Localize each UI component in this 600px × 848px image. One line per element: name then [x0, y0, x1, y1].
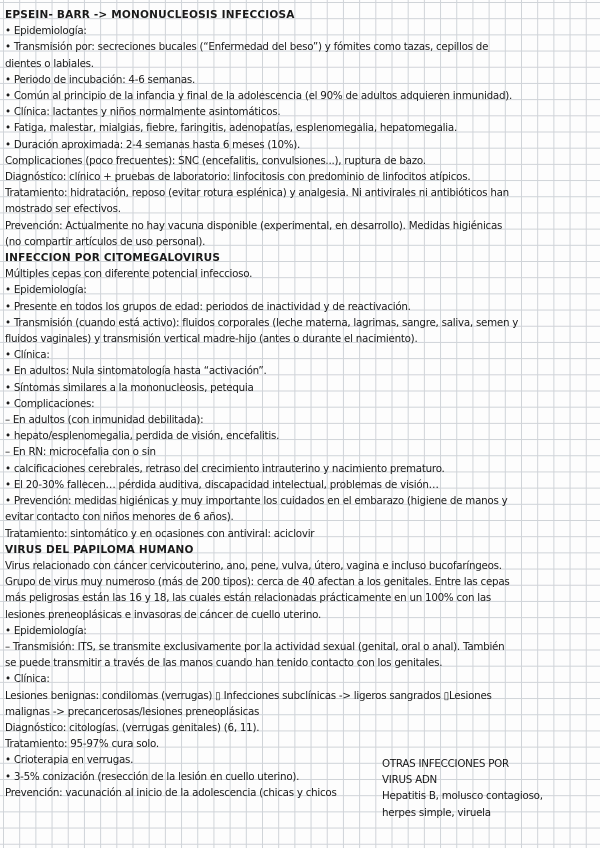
section-title: VIRUS DEL PAPILOMA HUMANO	[5, 543, 194, 556]
note-line: • Presente en todos los grupos de edad: periodos de inactividad y de reactivación.	[5, 300, 411, 313]
note-line: – Transmisión: ITS, se transmite exclusivamente por la actividad sexual (genital, oral o anal). También	[5, 640, 505, 653]
note-line: • Epidemiología:	[5, 25, 87, 38]
note-line: Tratamiento: 95-97% cura solo.	[5, 738, 159, 751]
sidebox-text-line: Hepatitis B, molusco contagioso,	[382, 790, 543, 803]
note-line: se puede transmitir a través de las manos cuando han tenido contacto con los genitales.	[5, 657, 443, 670]
note-line: • En adultos: Nula sintomatología hasta “activación”.	[5, 365, 267, 378]
note-line: • Clínica: lactantes y niños normalmente asintomáticos.	[5, 106, 281, 119]
note-line: • Epidemiología:	[5, 624, 87, 637]
note-line: Grupo de virus muy numeroso (más de 200 tipos): cerca de 40 afectan a los genitales. Entre las cepas	[5, 576, 510, 589]
note-line: malignas -> precancerosas/lesiones preneoplásicas	[5, 705, 260, 718]
note-line: Tratamiento: sintomático y en ocasiones con antiviral: aciclovir	[5, 527, 315, 540]
note-line: • El 20-30% fallecen… pérdida auditiva, discapacidad intelectual, problemas de visión…	[5, 478, 439, 491]
note-line: • Periodo de incubación: 4-6 semanas.	[5, 73, 196, 86]
sidebox-text-line: herpes simple, viruela	[382, 806, 491, 819]
note-line: evitar contacto con niños menores de 6 años).	[5, 511, 234, 524]
sidebox-other-dna-viruses	[382, 756, 594, 821]
note-line: (no compartir artículos de uso personal).	[5, 235, 206, 248]
note-line: dientes o labiales.	[5, 57, 94, 70]
note-line: Tratamiento: hidratación, reposo (evitar rotura esplénica) y analgesia. Ni antivirales ni antibióticos han	[5, 187, 509, 200]
note-line: • Crioterapia en verrugas.	[5, 754, 134, 767]
note-line: Diagnóstico: clínico + pruebas de laboratorio: linfocitosis con predominio de linfocitos atípicos.	[5, 171, 471, 184]
note-line: • Síntomas similares a la mononucleosis, petequia	[5, 381, 254, 394]
note-line: • Clínica:	[5, 349, 50, 362]
note-line: • Clínica:	[5, 673, 50, 686]
note-line: mostrado ser efectivos.	[5, 203, 121, 216]
note-line: Prevención: Actualmente no hay vacuna disponible (experimental, en desarrollo). Medidas higiénicas	[5, 219, 503, 232]
sidebox-title-line: VIRUS ADN	[382, 774, 438, 787]
note-line: • 3-5% conización (resección de la lesión en cuello uterino).	[5, 770, 300, 783]
section-title: EPSEIN- BARR -> MONONUCLEOSIS INFECCIOSA	[5, 9, 295, 21]
note-line: • Prevención: medidas higiénicas y muy importante los cuidados en el embarazo (higiene de manos y	[5, 495, 508, 508]
note-line: Diagnóstico: citologías. (verrugas genitales) (6, 11).	[5, 721, 260, 734]
note-line: – En adultos (con inmunidad debilitada):	[5, 414, 204, 427]
note-line: – En RN: microcefalia con o sin	[5, 446, 156, 459]
note-line: • Duración aproximada: 2-4 semanas hasta 6 meses (10%).	[5, 138, 301, 151]
note-line: Virus relacionado con cáncer cervicouterino, ano, pene, vulva, útero, vagina e incluso bucofaríngeos.	[5, 559, 502, 572]
note-line: • Epidemiología:	[5, 284, 87, 297]
note-line: más peligrosas están las 16 y 18, las cuales están relacionadas prácticamente en un 100% con las	[5, 592, 492, 605]
note-line: Múltiples cepas con diferente potencial infeccioso.	[5, 268, 253, 281]
note-line: • hepato/esplenomegalia, perdida de visión, encefalitis.	[5, 430, 280, 443]
note-line: • Fatiga, malestar, mialgias, fiebre, faringitis, adenopatías, esplenomegalia, hepatomegalia.	[5, 122, 457, 135]
note-line: • Transmisión por: secreciones bucales (“Enfermedad del beso”) y fómites como tazas, cepillos de	[5, 41, 489, 54]
note-line: • Transmisión (cuando está activo): fluidos corporales (leche materna, lagrimas, sangre, saliva, semen y	[5, 316, 519, 329]
note-line: lesiones preneoplásicas e invasoras de cáncer de cuello uterino.	[5, 608, 322, 621]
note-line: Lesiones benignas: condilomas (verrugas) ▯ Infecciones subclínicas -> ligeros sangrados ▯Lesiones	[5, 689, 492, 702]
note-line: • Complicaciones:	[5, 397, 95, 410]
note-line: Complicaciones (poco frecuentes): SNC (encefalitis, convulsiones...), ruptura de bazo.	[5, 154, 426, 167]
note-line: Prevención: vacunación al inicio de la adolescencia (chicas y chicos	[5, 786, 337, 799]
section-title: INFECCION POR CITOMEGALOVIRUS	[5, 252, 221, 265]
note-line: • calcificaciones cerebrales, retraso del crecimiento intrauterino y nacimiento prematuro.	[5, 462, 445, 475]
note-line: fluidos vaginales) y transmisión vertical madre-hijo (antes o durante el nacimiento).	[5, 333, 418, 346]
note-line: • Común al principio de la infancia y final de la adolescencia (el 90% de adultos adquieren inmunidad).	[5, 90, 513, 103]
sidebox-title-line: OTRAS INFECCIONES POR	[382, 758, 509, 770]
notes-content	[5, 7, 594, 801]
